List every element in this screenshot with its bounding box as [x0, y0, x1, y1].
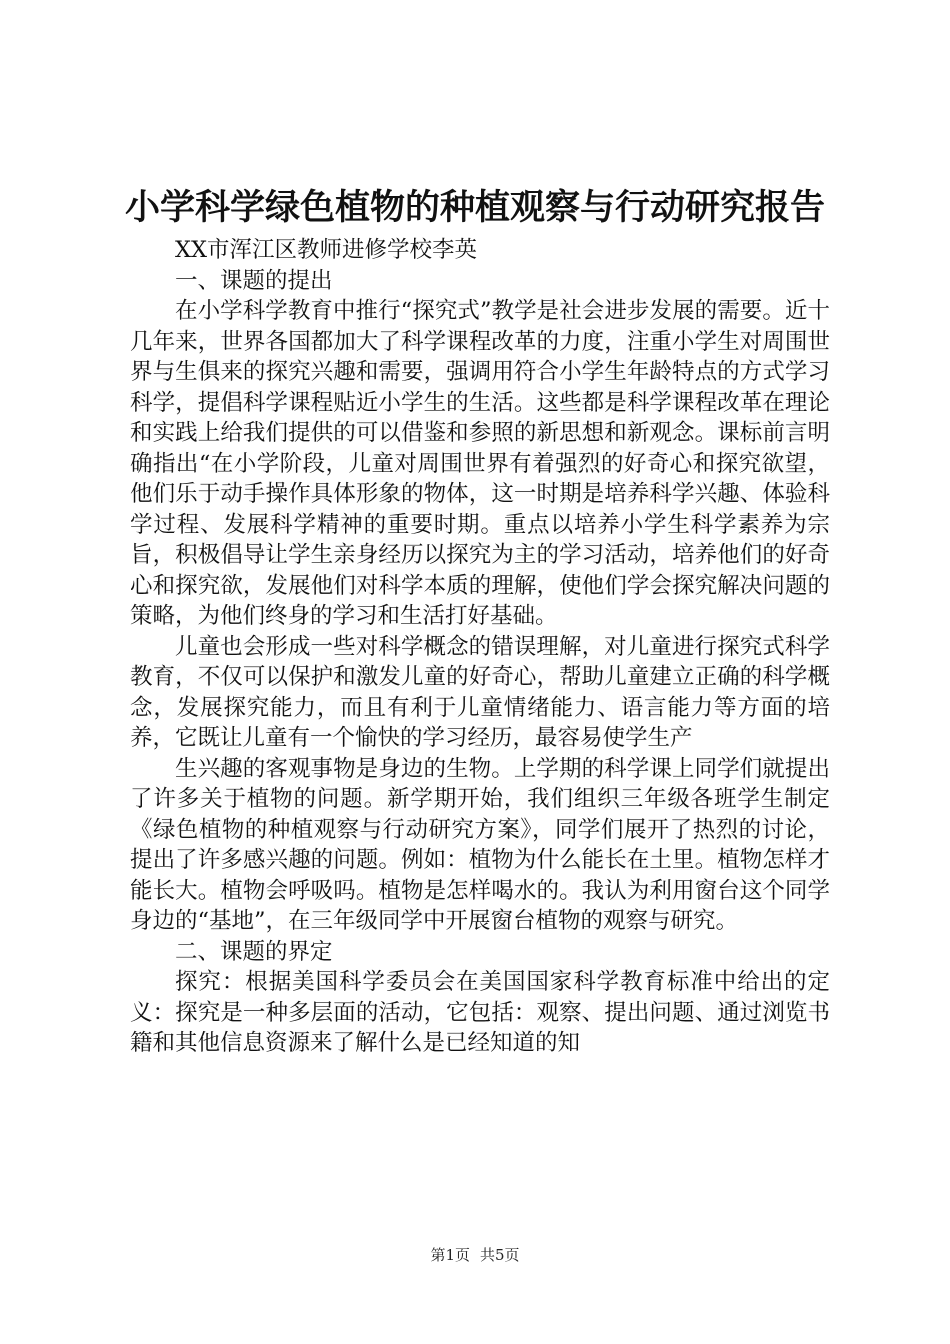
section-heading: 一、课题的提出: [175, 267, 333, 294]
paragraph: 儿童也会形成一些对科学概念的错误理解，对儿童进行探究式科学教育，不仅可以保护和激发儿童的好奇心，帮助儿童建立正确的科学概念，发展探究能力，而且有利于儿童情绪能力、语言能力等方面的培养，它既让儿童有一个愉快的学习经历，最容易使学生产: [130, 633, 830, 751]
author-line: XX市浑江区教师进修学校李英: [175, 237, 478, 263]
page-footer: [0, 1244, 950, 1266]
page-total: 共5页: [480, 1246, 520, 1264]
page-number: 第1页: [430, 1246, 470, 1264]
document-body: [130, 235, 830, 1059]
paragraph: 生兴趣的客观事物是身边的生物。上学期的科学课上同学们就提出了许多关于植物的问题。新学期开始，我们组织三年级各班学生制定《绿色植物的种植观察与行动研究方案》，同学们展开了热烈的讨论，提出了许多感兴趣的问题。例如：植物为什么能长在土里。植物怎样才能长大。植物会呼吸吗。植物是怎样喝水的。我认为利用窗台这个同学身边的“基地”，在三年级同学中开展窗台植物的观察与研究。: [130, 755, 830, 934]
section-heading: 二、课题的界定: [175, 938, 333, 965]
paragraph: 探究：根据美国科学委员会在美国国家科学教育标准中给出的定义：探究是一种多层面的活动，它包括：观察、提出问题、通过浏览书籍和其他信息资源来了解什么是已经知道的知: [130, 969, 830, 1056]
page-title: 小学科学绿色植物的种植观察与行动研究报告: [124, 187, 825, 228]
paragraph: 在小学科学教育中推行“探究式”教学是社会进步发展的需要。近十几年来，世界各国都加大了科学课程改革的力度，注重小学生对周围世界与生俱来的探究兴趣和需要，强调用符合小学生年龄特点的方式学习科学，提倡科学课程贴近小学生的生活。这些都是科学课程改革在理论和实践上给我们提供的可以借鉴和参照的新思想和新观念。课标前言明确指出“在小学阶段，儿童对周围世界有着强烈的好奇心和探究欲望，他们乐于动手操作具体形象的物体，这一时期是培养科学兴趣、体验科学过程、发展科学精神的重要时期。重点以培养小学生科学素养为宗旨，积极倡导让学生亲身经历以探究为主的学习活动，培养他们的好奇心和探究欲，发展他们对科学本质的理解，使他们学会探究解决问题的策略，为他们终身的学习和生活打好基础。: [130, 298, 830, 629]
